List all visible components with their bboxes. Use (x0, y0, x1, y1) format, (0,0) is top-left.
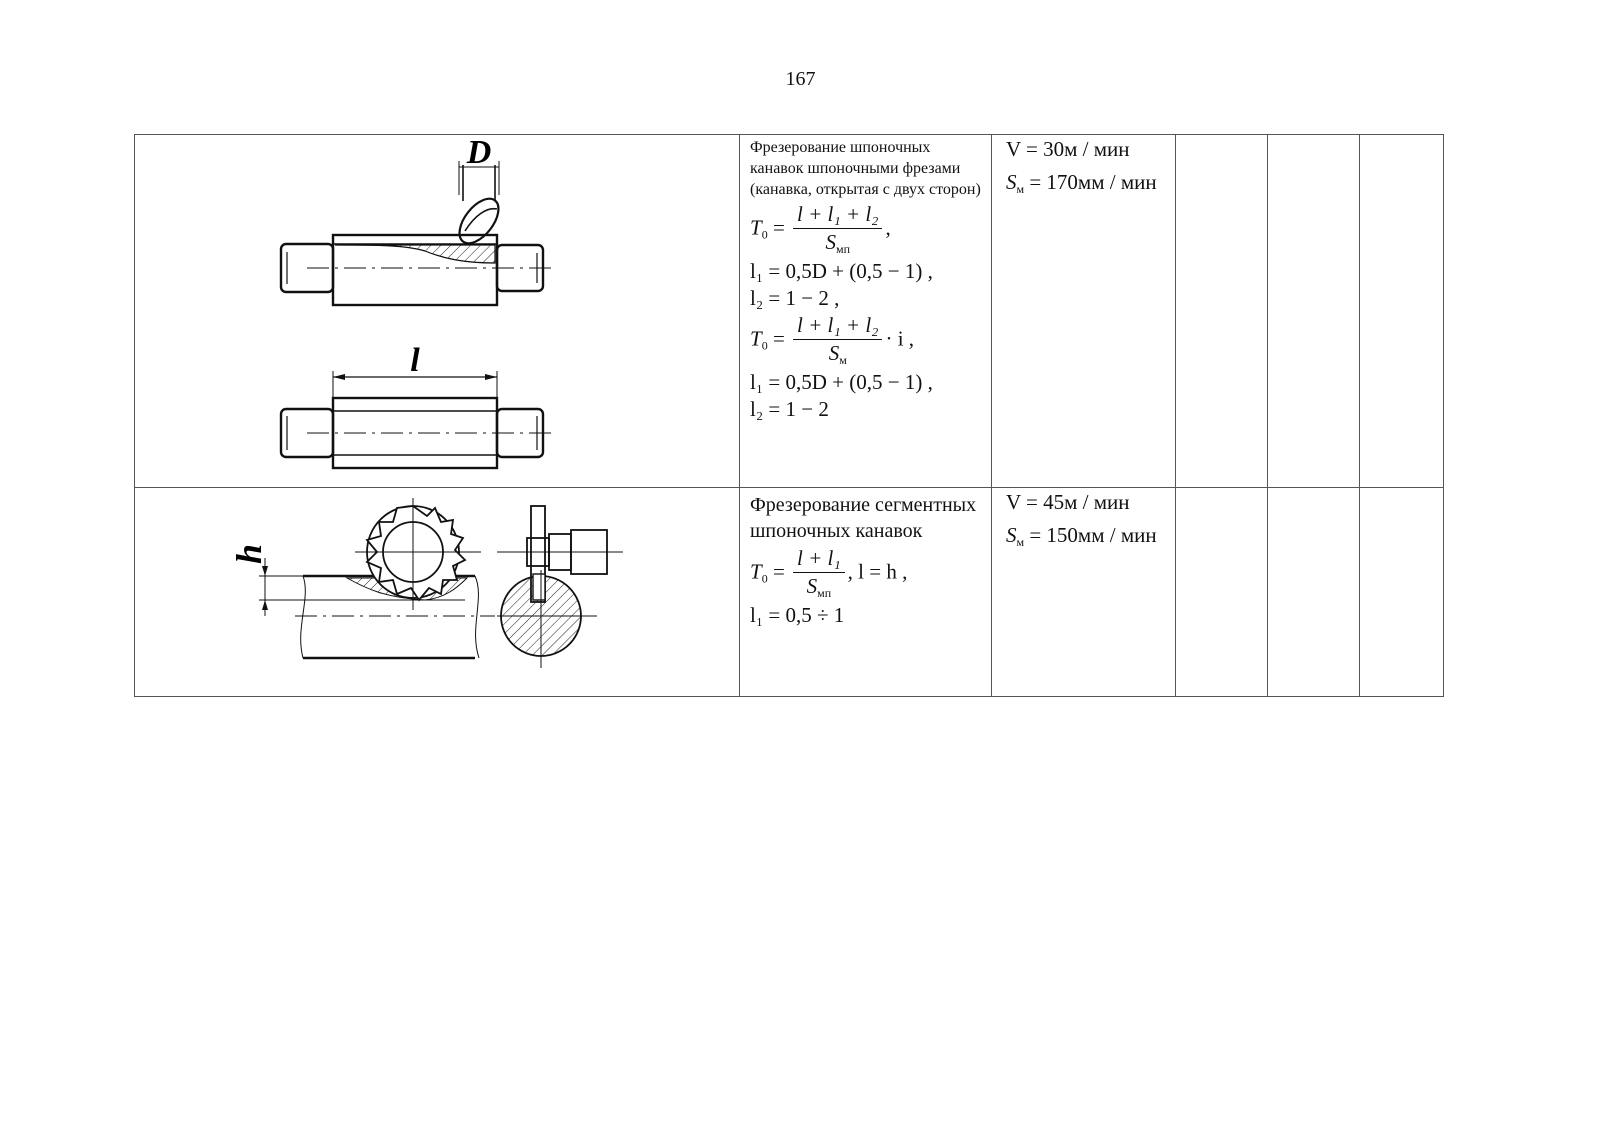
formula-l1: l₁ = 0,5D + (0,5 − 1) , (750, 259, 933, 283)
cutting-speed: V = 45м / мин (1006, 490, 1130, 514)
empty-cell (1268, 488, 1360, 697)
cutting-parameters (992, 488, 1176, 697)
empty-cell (1176, 135, 1268, 488)
operation-description (740, 135, 992, 488)
formula-l2: l₂ = 1 − 2 (750, 397, 829, 421)
formula-l2: l₂ = 1 − 2 , (750, 286, 840, 310)
keyway-milling-figure (135, 135, 740, 488)
empty-cell (1360, 488, 1444, 697)
feed-rate: $S_м = 170мм$ / мин (1006, 170, 1157, 196)
cutting-parameters (992, 135, 1176, 488)
depth-label: h (229, 543, 269, 565)
operation-title: Фрезерование сегментных шпоночных канавок (750, 494, 977, 542)
operation-title: Фрезерование шпоночных канавок шпоночными фрезами (канавка, открытая с двух сторон) (750, 139, 981, 198)
empty-cell (1360, 135, 1444, 488)
empty-cell (1268, 135, 1360, 488)
formula-t0: $T_0$ = $\frac{\text{l + l₁ + l₂}}{S_{мп}}$ , (750, 202, 891, 256)
table-row (135, 488, 1444, 697)
empty-cell (1176, 488, 1268, 697)
formula-l1: l₁ = 0,5D + (0,5 − 1) , (750, 370, 933, 394)
page-number: 167 (785, 68, 816, 90)
cutting-speed: V = 30м / мин (1006, 137, 1130, 161)
formula-t0-passes: $T_0$ = $\frac{\text{l + l₁ + l₂}}{S_м}$ · i , (750, 313, 915, 367)
feed-rate: $S_м = 150мм$ / мин (1006, 523, 1157, 549)
length-label: l (410, 342, 420, 379)
formula-l1: l₁ = 0,5 ÷ 1 (750, 603, 845, 627)
operation-description (740, 488, 992, 697)
machining-table (134, 134, 1444, 697)
segment-keyway-figure (135, 488, 740, 697)
formula-t0: $T_0$ = $\frac{\text{l + l₁}}{S_{мп}}$ , l = h , (750, 546, 908, 600)
diameter-label: D (466, 135, 492, 171)
table-row (135, 135, 1444, 488)
